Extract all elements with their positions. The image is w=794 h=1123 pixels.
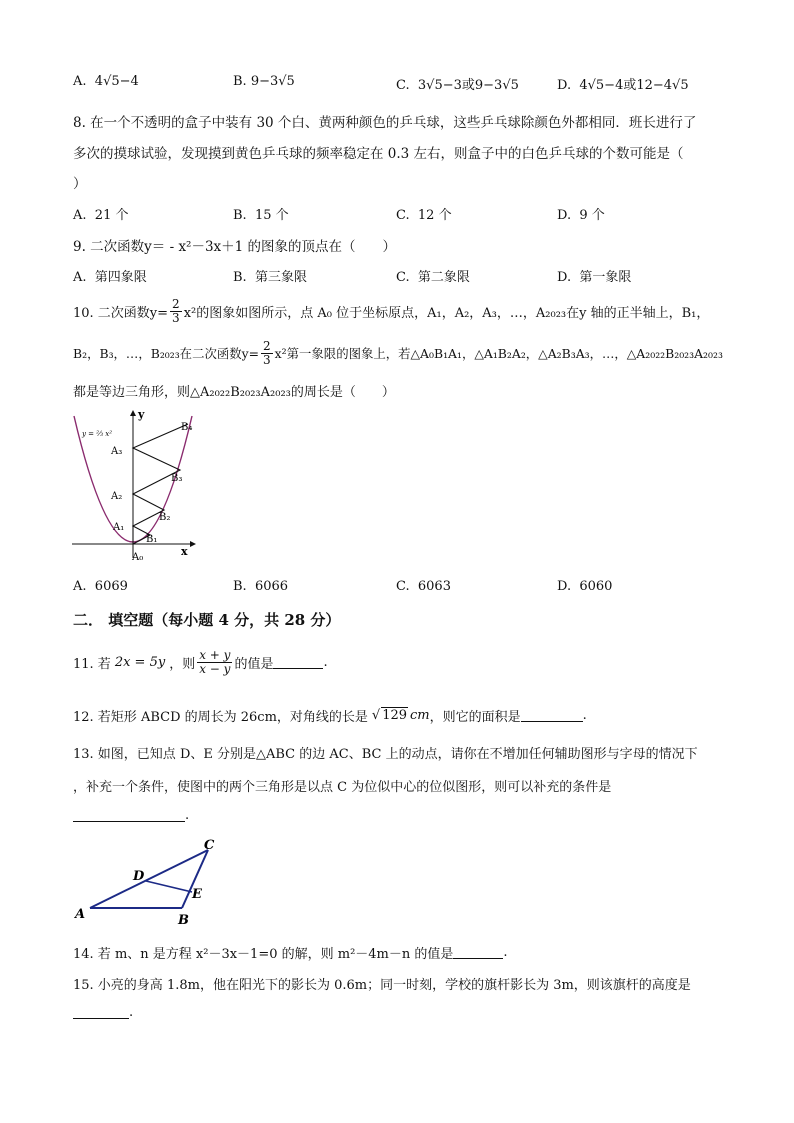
- q15-stem-line1: 15. 小亮的身高 1.8m，他在阳光下的影长为 0.6m；同一时刻，学校的旗杆影长为 3m，则该旗杆的高度是: [73, 978, 691, 993]
- q11: [73, 642, 328, 682]
- label-a3: A₃: [111, 446, 123, 457]
- q10-text: x²的图象如图所示，点 A₀ 位于坐标原点，A₁，A₂，A₃，…，A₂₀₂₃在y 轴的正半轴上，B₁，: [183, 305, 710, 321]
- q9-option-c: C. 第二象限: [396, 270, 470, 285]
- q7-option-b: B. 9−3√5: [233, 74, 295, 89]
- q13-answer-blank[interactable]: [73, 809, 185, 822]
- q10-option-c: C. 6063: [396, 579, 451, 594]
- x-axis-arrow-icon: [190, 541, 196, 547]
- q10-fraction: $\frac{2}{3}$: [172, 296, 180, 325]
- q8-option-d: D. 9 个: [557, 208, 605, 223]
- label-d: D: [133, 869, 145, 884]
- q12-text: 12. 若矩形 ABCD 的周长为 26cm，对角线的长是: [73, 709, 368, 725]
- q11-equation: 2x = 5y: [114, 654, 166, 670]
- q11-answer-blank[interactable]: [273, 656, 323, 669]
- q8-option-c: C. 12 个: [396, 208, 452, 223]
- label-b: B: [178, 913, 189, 928]
- q12-answer-blank[interactable]: [521, 709, 583, 722]
- q14-text: 14. 若 m、n 是方程 x²－3x－1=0 的解，则 m²－4m－n 的值是: [73, 946, 454, 962]
- q11-period: .: [323, 654, 328, 670]
- q11-text: ，则: [169, 656, 196, 672]
- label-a: A: [75, 907, 86, 922]
- q7-option-d: D. 4√5−4或12−4√5: [557, 78, 689, 93]
- q11-text: 11. 若: [73, 656, 111, 672]
- q11-text: 的值是: [234, 656, 274, 672]
- label-b1: B₁: [146, 534, 158, 545]
- x-axis-label: x: [181, 545, 188, 558]
- label-b4: B₄: [181, 422, 193, 433]
- q12: [73, 705, 587, 725]
- q12-period: .: [582, 707, 587, 723]
- q14-period: .: [503, 944, 508, 960]
- equilateral-triangles: [133, 424, 188, 544]
- q10-text: x²第一象限的图象上，若△A₀B₁A₁，△A₁B₂A₂，△A₂B₃A₃，…，△A₂₀₂₂B₂₀₂₃A₂₀₂₃: [274, 346, 723, 361]
- q9-option-d: D. 第一象限: [557, 270, 632, 285]
- label-b2: B₂: [159, 512, 171, 523]
- q12-sqrt-value: 129: [382, 708, 408, 723]
- q15-period: .: [129, 1004, 134, 1020]
- label-a2: A₂: [111, 491, 123, 502]
- q13-period: .: [185, 807, 190, 823]
- label-a0: A₀: [132, 552, 144, 563]
- curve-label: y = ⅔ x²: [82, 430, 113, 438]
- q13-answer-row: [73, 806, 189, 824]
- y-axis-arrow-icon: [130, 410, 136, 416]
- q10-option-d: D. 6060: [557, 579, 613, 594]
- label-b3: B₃: [171, 473, 183, 484]
- q8-stem-line2: 多次的摸球试验，发现摸到黄色乒乓球的频率稳定在 0.3 左右，则盒子中的白色乒乓球的个数可能是（: [73, 146, 684, 162]
- q14: [73, 942, 508, 962]
- q10-stem-line1: [73, 292, 709, 330]
- section-title: 二． 填空题（每小题 4 分，共 28 分）: [73, 611, 341, 629]
- q10-option-a: A. 6069: [73, 579, 128, 594]
- q9-option-a: A. 第四象限: [73, 270, 147, 285]
- segment-ac: [90, 850, 208, 908]
- label-c: C: [204, 838, 215, 853]
- q15-answer-row: [73, 1003, 133, 1021]
- q10-fraction: $\frac{2}{3}$: [263, 338, 271, 367]
- q9-option-b: B. 第三象限: [233, 270, 307, 285]
- q10-stem-line2: [73, 334, 723, 372]
- q9-stem: 9. 二次函数y＝ - x²－3x＋1 的图象的顶点在（ ）: [73, 239, 397, 255]
- q7-option-a: A. 4√5−4: [73, 74, 139, 89]
- q15-answer-blank[interactable]: [73, 1006, 129, 1019]
- q11-fraction: $\frac{x + y}{x - y}$: [199, 647, 231, 676]
- segment-de: [146, 881, 192, 892]
- q14-answer-blank[interactable]: [453, 946, 503, 959]
- label-e: E: [192, 887, 202, 902]
- q10-text: B₂，B₃，…，B₂₀₂₃在二次函数y=: [73, 346, 260, 361]
- sqrt-icon: √: [371, 707, 381, 723]
- q12-unit: cm: [410, 707, 430, 723]
- q13-stem-line2: ，补充一个条件，使图中的两个三角形是以点 C 为位似中心的位似图形，则可以补充的条件是: [73, 780, 612, 795]
- q10-stem-line3: 都是等边三角形，则△A₂₀₂₂B₂₀₂₃A₂₀₂₃的周长是（ ）: [73, 385, 395, 400]
- q10-option-b: B. 6066: [233, 579, 289, 594]
- q8-stem-line3: ）: [73, 176, 87, 192]
- q10-parabola-figure: [68, 408, 203, 568]
- q8-option-b: B. 15 个: [233, 208, 289, 223]
- q10-text: 10. 二次函数y=: [73, 305, 169, 321]
- q7-option-c: C. 3√5−3或9−3√5: [396, 78, 519, 93]
- q13-triangle-figure: [70, 836, 225, 928]
- q8-option-a: A. 21 个: [73, 208, 129, 223]
- label-a1: A₁: [113, 522, 125, 533]
- q12-text: ，则它的面积是: [429, 709, 521, 725]
- q13-stem-line1: 13. 如图，已知点 D、E 分别是△ABC 的边 AC、BC 上的动点，请你在不增加任何辅助图形与字母的情况下: [73, 747, 698, 762]
- y-axis-label: y: [138, 408, 145, 421]
- q8-stem-line1: 8. 在一个不透明的盒子中装有 30 个白、黄两种颜色的乒乓球，这些乒乓球除颜色外都相同．班长进行了: [73, 115, 697, 131]
